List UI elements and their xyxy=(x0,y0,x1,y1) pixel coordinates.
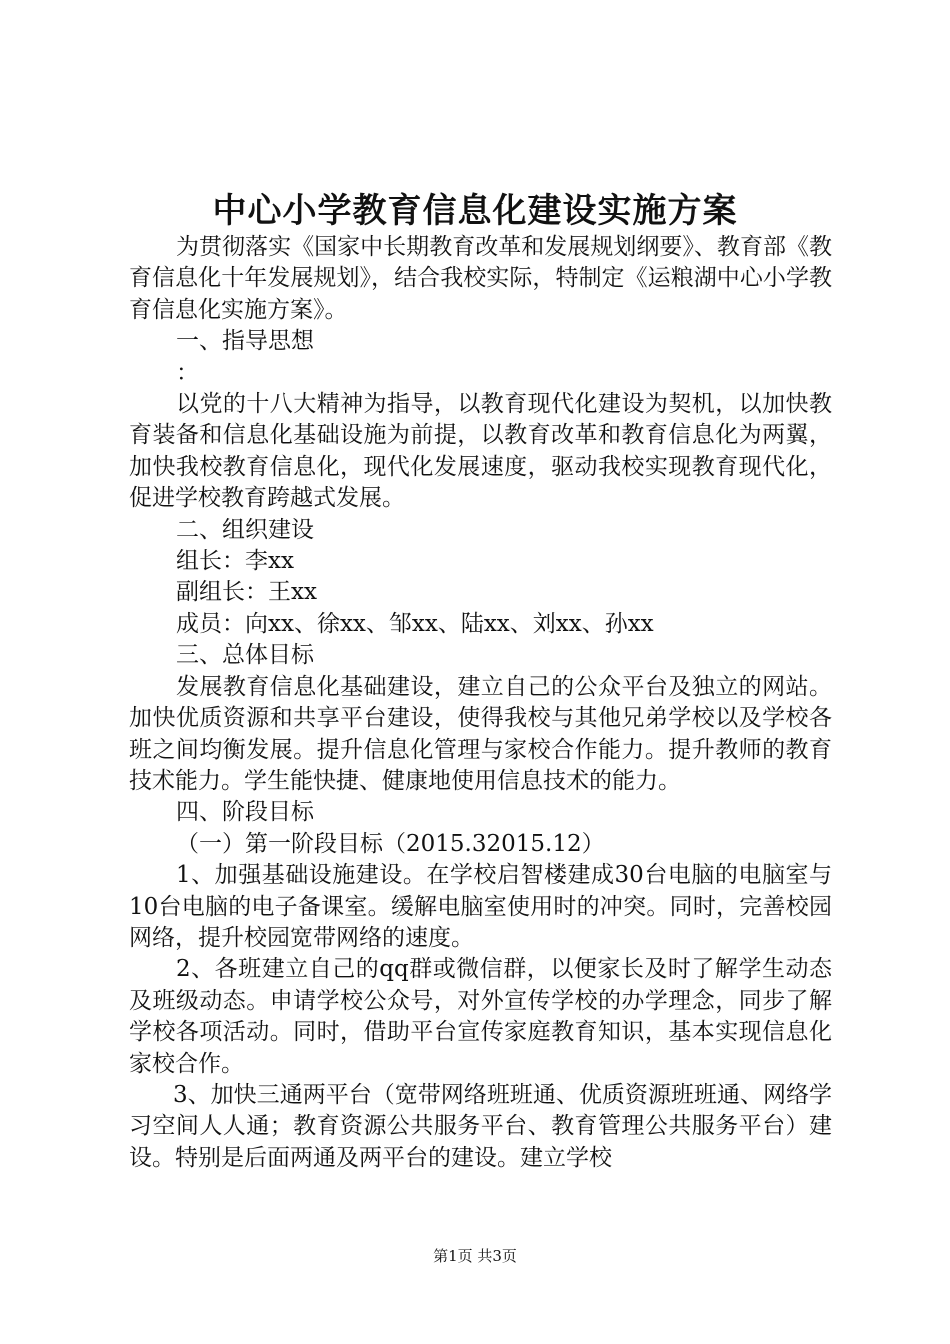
members-line: 成员：向xx、徐xx、邹xx、陆xx、刘xx、孙xx xyxy=(176,610,654,637)
section-heading-overall-goals: 三、总体目标 xyxy=(176,642,314,669)
section-heading-stage-goals: 四、阶段目标 xyxy=(176,799,314,826)
stage-item-2: 2、各班建立自己的qq群或微信群，以便家长及时了解学生动态及班级动态。申请学校公众号，对外宣传学校的办学理念，同步了解学校各项活动。同时，借助平台宣传家庭教育知识，基本实现信息化家校合作。 xyxy=(129,956,832,1077)
intro-paragraph: 为贯彻落实《国家中长期教育改革和发展规划纲要》、教育部《教育信息化十年发展规划》，结合我校实际，特制定《运粮湖中心小学教育信息化实施方案》。 xyxy=(129,234,832,323)
section-heading-guiding-thought: 一、指导思想 xyxy=(176,328,314,355)
page-footer: 第1页 共3页 xyxy=(433,1247,517,1265)
deputy-leader-line: 副组长：王xx xyxy=(176,579,317,606)
guiding-thought-paragraph: 以党的十八大精神为指导，以教育现代化建设为契机，以加快教育装备和信息化基础设施为前提，以教育改革和教育信息化为两翼，加快我校教育信息化，现代化发展速度，驱动我校实现教育现代化，促进学校教育跨越式发展。 xyxy=(129,391,832,512)
colon-line: ： xyxy=(176,359,199,386)
stage-item-1: 1、加强基础设施建设。在学校启智楼建成30台电脑的电脑室与10台电脑的电子备课室。缓解电脑室使用时的冲突。同时，完善校园网络，提升校园宽带网络的速度。 xyxy=(129,862,832,951)
section-heading-organization: 二、组织建设 xyxy=(176,516,314,543)
stage-item-3: 3、加快三通两平台（宽带网络班班通、优质资源班班通、网络学习空间人人通；教育资源公共服务平台、教育管理公共服务平台）建设。特别是后面两通及两平台的建设。建立学校 xyxy=(129,1081,832,1171)
stage-one-heading: （一）第一阶段目标（2015.32015.12） xyxy=(176,830,605,857)
page-title: 中心小学教育信息化建设实施方案 xyxy=(212,191,738,231)
document-body xyxy=(129,232,832,1174)
team-leader-line: 组长：李xx xyxy=(176,548,294,575)
overall-goals-paragraph: 发展教育信息化基础建设，建立自己的公众平台及独立的网站。加快优质资源和共享平台建设，使得我校与其他兄弟学校以及学校各班之间均衡发展。提升信息化管理与家校合作能力。提升教师的教育技术能力。学生能快捷、健康地使用信息技术的能力。 xyxy=(129,673,832,794)
